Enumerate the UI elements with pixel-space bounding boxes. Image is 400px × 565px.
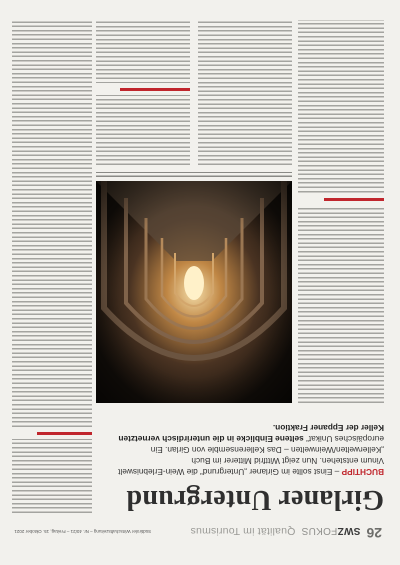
body-text-column-right [12,20,92,513]
subhead-marker [298,193,384,205]
subhead-marker [96,83,190,95]
subhead-bar [120,88,190,91]
body-text-column-bottom-a [198,20,292,165]
lead-emphasis: seltene Einblicke in die unterirdisch vernetzten Keller der Eppaner Fraktion. [118,423,384,444]
running-header [190,523,382,541]
cellar-tunnel-image [96,181,292,403]
photo-caption-lines [96,170,292,177]
subhead-marker [12,427,92,439]
lead-kicker: BUCHTIPP [341,467,384,477]
article-headline: Girlaner Untergrund [126,484,384,515]
lead-text: – Einst sollte im Girlaner „Untergrund“ die Wein-Erlebniswelt Vinum entstehen. Nun zeigt Wittfrid Mitterer im Buch „Kellerwelten/Weinwelten – Das Kellerensemble von Girlan. Ein europäisches Unikat“ [118,434,384,477]
page-number: 26 [366,525,382,541]
subhead-bar [37,432,92,435]
subhead-bar [324,198,384,201]
section-name: FOKUS [301,525,338,536]
article-lead [100,422,384,477]
issue-line: Südtiroler Wirtschaftszeitung – Nr. 40/21 – Freitag, 15. Oktober 2021 [14,529,151,534]
body-text-column-left [298,20,384,403]
cellar-photo [96,181,292,403]
section-topic: Qualität im Tourismus [190,525,296,537]
body-text-column-bottom-b [96,20,190,165]
publication-brand: SWZ [337,525,361,536]
